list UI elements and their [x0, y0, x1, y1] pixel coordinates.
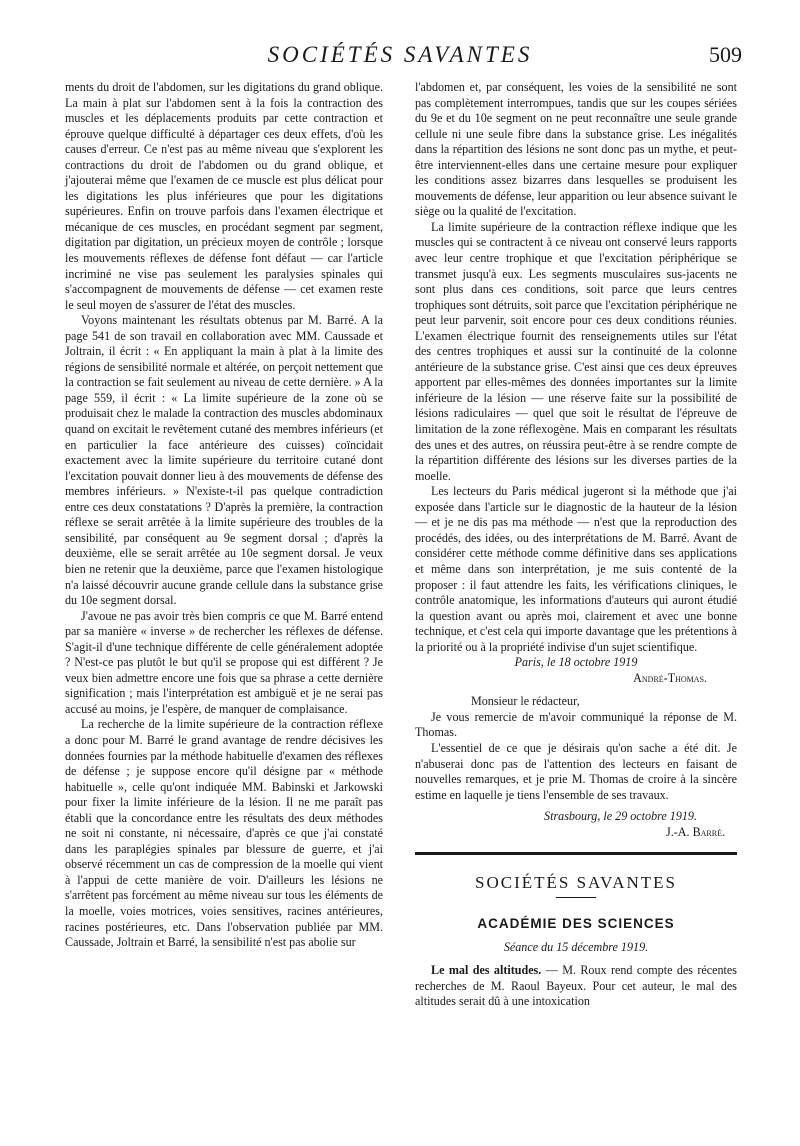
letter-paragraph: Je vous remercie de m'avoir communiqué la réponse de M. Thomas. [415, 709, 737, 740]
right-column [415, 80, 737, 1010]
salutation: Monsieur le rédacteur, [471, 694, 580, 709]
dateline-2: Strasbourg, le 29 octobre 1919. [544, 809, 697, 824]
left-column [65, 80, 383, 951]
page-number: 509 [709, 42, 742, 67]
paragraph: J'avoue ne pas avoir très bien compris ce que M. Barré entend par sa manière « inverse » de rechercher les réflexes de défense. S'agit-il d'une technique différente de celle généralement adoptée ? N'est-ce pas plutôt le but qu'il se propose qui est différent ? Je veux bien admettre encore une fois que sa phrase a cette dernière signification ; mais l'interprétation est ambiguë et je ne serai pas accusé au moins, je l'espère, de manquer de complaisance. [65, 608, 383, 716]
paragraph: Voyons maintenant les résultats obtenus par M. Barré. A la page 541 de son travail en collaboration avec MM. Caussade et Joltrain, il écrit : « En appliquant la main à plat à la limite des régions de sensibilité normale et altérée, on perçoit nettement que la contraction se fait seulement au niveau de cette dernière. » A la page 559, il écrit : « La limite supérieure de la zone où se produisait chez le malade la contraction des muscles abdominaux quand on excitait le revêtement cutané des membres inférieurs (et en particulier la face antérieure des cuisses) coïncidait exactement avec la limite supérieure du territoire cutané dont l'excitation pouvait donner lieu à des mouvements de défense des membres inférieurs. » N'existe-t-il pas quelque contradiction entre ces deux constatations ? D'après la première, la contraction réflexe se serait arrêtée à la limite supérieure des troubles de la sensibilité, par conséquent au 9e segment dorsal ; d'après la deuxième, elle se serait arrêtée au 10e segment dorsal. Je veux bien ne retenir que la deuxième, parce que l'examen histologique n'a laissé découvrir aucune grande cellule dans la substance grise du 10e segment dorsal. [65, 313, 383, 608]
dateline: Paris, le 18 octobre 1919 [514, 655, 638, 670]
paragraph: Les lecteurs du Paris médical jugeront si la méthode que j'ai exposée dans l'article sur le diagnostic de la hauteur de la lésion — et je ne dis pas ma méthode — n'est que la reproduction des procédés, des idées, ou des interprétations de M. Barré. Avant de considérer cette méthode comme définitive dans ses applications et même dans son interprétation, je me suis contenté de la proposer : il faut attendre les faits, les vérifications cliniques, le contrôle anatomique, les informations d'auteurs qui auront étudié la question avant ou après moi, clairement et avec une bonne technique, et c'est cela qui importe davantage que les prétentions à la priorité ou à la propriété indivise d'un sujet scientifique. [415, 484, 737, 654]
report-paragraph [415, 963, 737, 1010]
paragraph: l'abdomen et, par conséquent, les voies de la sensibilité ne sont pas complètement interrompues, tandis que sur les coupes sériées du 9e et du 10e segment on ne peut reconnaître une seule grande cellule ni une seule fibre dans la substance grise. Les inégalités dans la répartition des lésions ne sont donc pas un mythe, et peut-être interviennent-elles dans une certaine mesure pour expliquer les conditions assez bizarres dans lesquelles se produisent les mouvements de défense, leur apparition ou leur absence suivant le siège ou la qualité de l'excitation. [415, 80, 737, 219]
paragraph: ments du droit de l'abdomen, sur les digitations du grand oblique. La main à plat sur l'abdomen sent à la fois la contraction des muscles et les déplacements produits par cette contraction et éprouve quelque difficulté à départager ces deux effets, d'où les causes d'erreur. Ce n'est pas au même niveau que s'explorent les contractions du droit de l'abdomen ou du grand oblique, et j'ajouterai même que l'examen de ce muscle est plus délicat pour les digitations les plus inférieures que pour les digitations supérieures. Enfin on trouve parfois dans l'examen électrique et mécanique de ces muscles, en procédant segment par segment, digitation par digitation, un précieux moyen de contrôle ; lorsque les mouvements réflexes de défense font défaut — car l'article incriminé ne vise pas seulement les paralysies spinales qui s'accompagnent de mouvements de défense — cet examen reste le seul moyen de s'assurer de l'état des muscles. [65, 80, 383, 312]
running-head [0, 40, 800, 70]
report-text: — M. Roux rend compte des récentes recherches de M. Raoul Bayeux. Pour cet auteur, le mal des altitudes serait dû à une intoxication [415, 963, 737, 1009]
session-date: Séance du 15 décembre 1919. [503, 939, 649, 954]
section-title: SOCIÉTÉS SAVANTES [475, 873, 677, 893]
running-title: SOCIÉTÉS SAVANTES [267, 42, 533, 67]
signature-2: J.-A. Barré. [666, 824, 725, 839]
section-divider [415, 852, 737, 855]
academy-heading: ACADÉMIE DES SCIENCES [477, 916, 675, 932]
letter-paragraph: L'essentiel de ce que je désirais qu'on sache a été dit. Je n'abuserai donc pas de l'attention des lecteurs en faisant de nouvelles remarques, et je prie M. Thomas de croire à la sincère estime en laquelle je tiens l'ensemble de ses travaux. [415, 740, 737, 802]
short-rule [556, 897, 596, 899]
report-lead: Le mal des altitudes. [431, 963, 542, 978]
paragraph: La recherche de la limite supérieure de la contraction réflexe a donc pour M. Barré le grand avantage de rendre décisives les données fournies par la méthode habituelle d'examen des réflexes de défense ; je suppose encore qu'il désigne par « méthode habituelle », celle qu'ont indiquée MM. Babinski et Jarkowski pour fixer la limite inférieure de la lésion. Il ne me paraît pas établi que la concordance entre les résultats des deux méthodes ne soit ni constante, ni nécessaire, d'après ce que j'ai constaté dans les paraplégies spinales par blessure de guerre, et j'ai observé récemment un cas de compression de la moelle qui vient à l'appui de cette manière de voir. D'ailleurs les lésions ne s'arrêtent pas forcément au même niveau sur tous les éléments de la moelle, voies motrices, voies sensitives, racines antérieures, racines postérieures, etc. Dans l'observation publiée par MM. Caussade, Joltrain et Barré, la sensibilité n'est pas abolie sur [65, 717, 383, 950]
paragraph: La limite supérieure de la contraction réflexe indique que les muscles qui se contractent à ce niveau ont conservé leurs rapports avec leur centre trophique et que l'excitation périphérique se transmet jusqu'à eux. Les segments musculaires sus-jacents ne sont plus dans ces conditions, soit parce que leurs centres trophiques sont détruits, soit parce que l'excitation périphérique ne peut leur parvenir, soit encore pour ces deux conditions réunies. L'examen électrique fournit des renseignements utiles sur l'état des centres trophiques et aussi sur la continuité de la colonne antérieure de la substance grise. C'est ainsi que ces deux épreuves apportent par elles-mêmes des données importantes sur la limite inférieure de la lésion — une réserve faite sur la possibilité de lésions radiculaires — quel que soit le résultat de l'épreuve de limitation de la zone réflexogène. Mais en comparant les résultats des unes et des autres, on réussira peut-être à se rendre compte de la répartition différente des lésions sur les diverses parties de la moelle. [415, 219, 737, 483]
signature: André-Thomas. [633, 670, 707, 685]
